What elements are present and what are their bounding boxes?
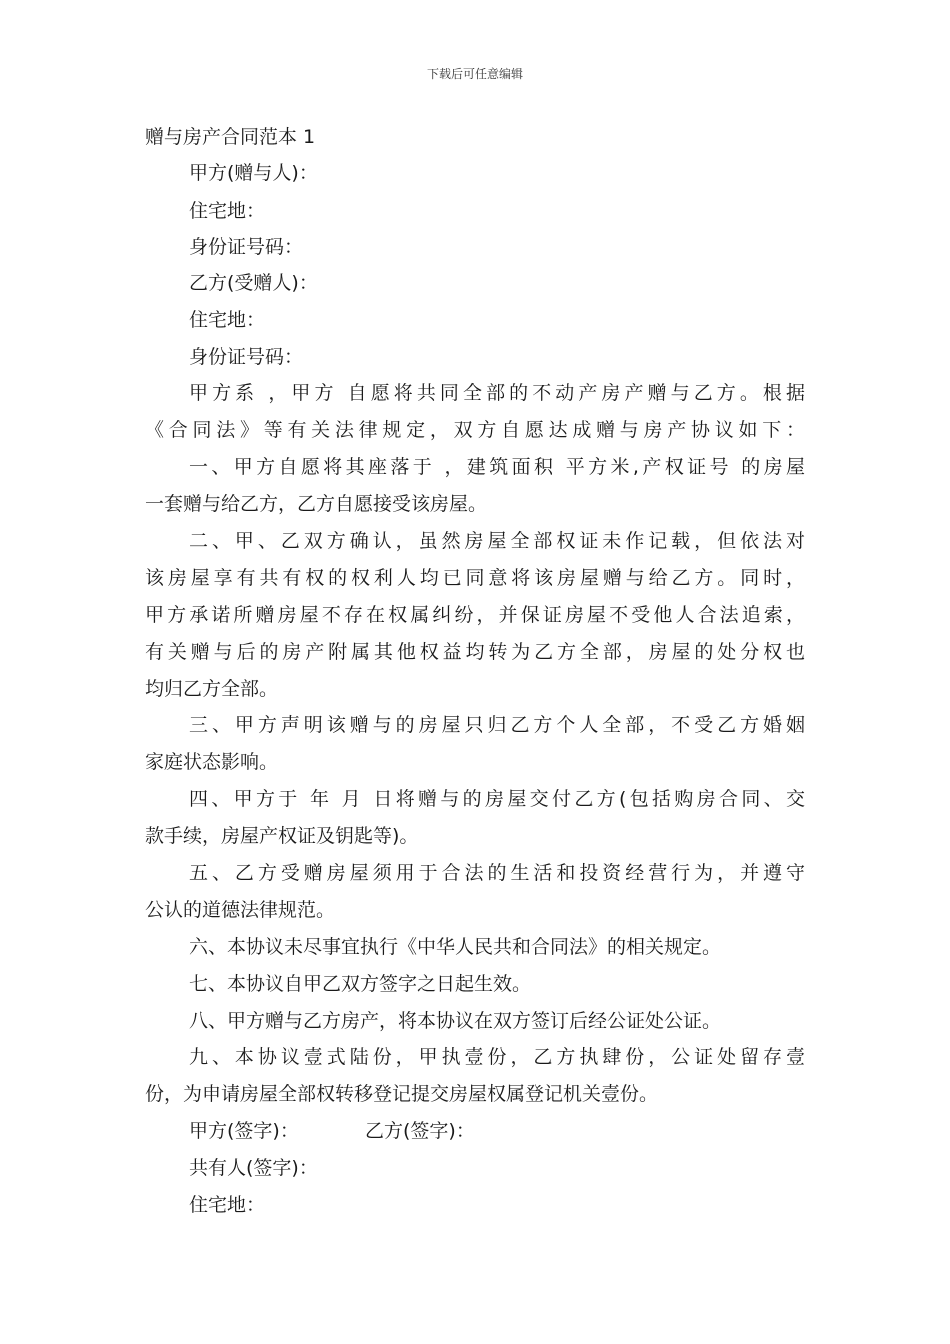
party-a-id-number: 身份证号码： xyxy=(189,236,304,258)
clause-7: 七、本协议自甲乙双方签字之日起生效。 xyxy=(189,973,532,995)
clause-9-line-1: 九、本协议壹式陆份，甲执壹份，乙方执肆份，公证处留存壹 xyxy=(189,1046,805,1068)
party-b-residence: 住宅地： xyxy=(189,309,266,331)
preamble-line-1: 甲方系 ，甲方 自愿将共同全部的不动产房产赠与乙方。根据 xyxy=(189,382,805,404)
party-a-label: 甲方(赠与人)： xyxy=(189,162,318,184)
signature-residence: 住宅地： xyxy=(189,1194,266,1216)
clause-5-line-1: 五、乙方受赠房屋须用于合法的生活和投资经营行为，并遵守 xyxy=(189,862,805,884)
document-title: 赠与房产合同范本 1 xyxy=(145,126,316,148)
party-b-id-number: 身份证号码： xyxy=(189,346,304,368)
clause-2-line-1: 二、甲、乙双方确认，虽然房屋全部权证未作记载，但依法对 xyxy=(189,530,805,552)
clause-2-line-3: 甲方承诺所赠房屋不存在权属纠纷，并保证房屋不受他人合法追索， xyxy=(145,604,805,626)
clause-9-line-2: 份，为申请房屋全部权转移登记提交房屋权属登记机关壹份。 xyxy=(145,1083,659,1105)
party-a-residence: 住宅地： xyxy=(189,200,266,222)
preamble-line-2: 《合同法》等有关法律规定，双方自愿达成赠与房产协议如下： xyxy=(145,419,805,441)
party-b-signature: 乙方(签字)： xyxy=(365,1120,475,1142)
party-a-signature: 甲方(签字)： xyxy=(189,1120,299,1142)
clause-5-line-2: 公认的道德法律规范。 xyxy=(145,899,336,921)
clause-4-line-2: 款手续，房屋产权证及钥匙等)。 xyxy=(145,825,419,847)
clause-1-line-2: 一套赠与给乙方，乙方自愿接受该房屋。 xyxy=(145,493,488,515)
page-header: 下载后可任意编辑 xyxy=(426,67,523,81)
party-b-label: 乙方(受赠人)： xyxy=(189,272,318,294)
co-owner-signature: 共有人(签字)： xyxy=(189,1157,318,1179)
clause-2-line-2: 该房屋享有共有权的权利人均已同意将该房屋赠与给乙方。同时， xyxy=(145,567,805,589)
clause-3-line-2: 家庭状态影响。 xyxy=(145,751,279,773)
clause-8: 八、甲方赠与乙方房产，将本协议在双方签订后经公证处公证。 xyxy=(189,1010,722,1032)
clause-1-line-1: 一、甲方自愿将其座落于 ，建筑面积 平方米,产权证号 的房屋 xyxy=(189,456,805,478)
clause-4-line-1: 四、甲方于 年 月 日将赠与的房屋交付乙方(包括购房合同、交 xyxy=(189,788,805,810)
clause-3-line-1: 三、甲方声明该赠与的房屋只归乙方个人全部，不受乙方婚姻 xyxy=(189,714,805,736)
clause-6: 六、本协议未尽事宜执行《中华人民共和合同法》的相关规定。 xyxy=(189,936,722,958)
clause-2-line-4: 有关赠与后的房产附属其他权益均转为乙方全部，房屋的处分权也 xyxy=(145,641,805,663)
clause-2-line-5: 均归乙方全部。 xyxy=(145,678,279,700)
